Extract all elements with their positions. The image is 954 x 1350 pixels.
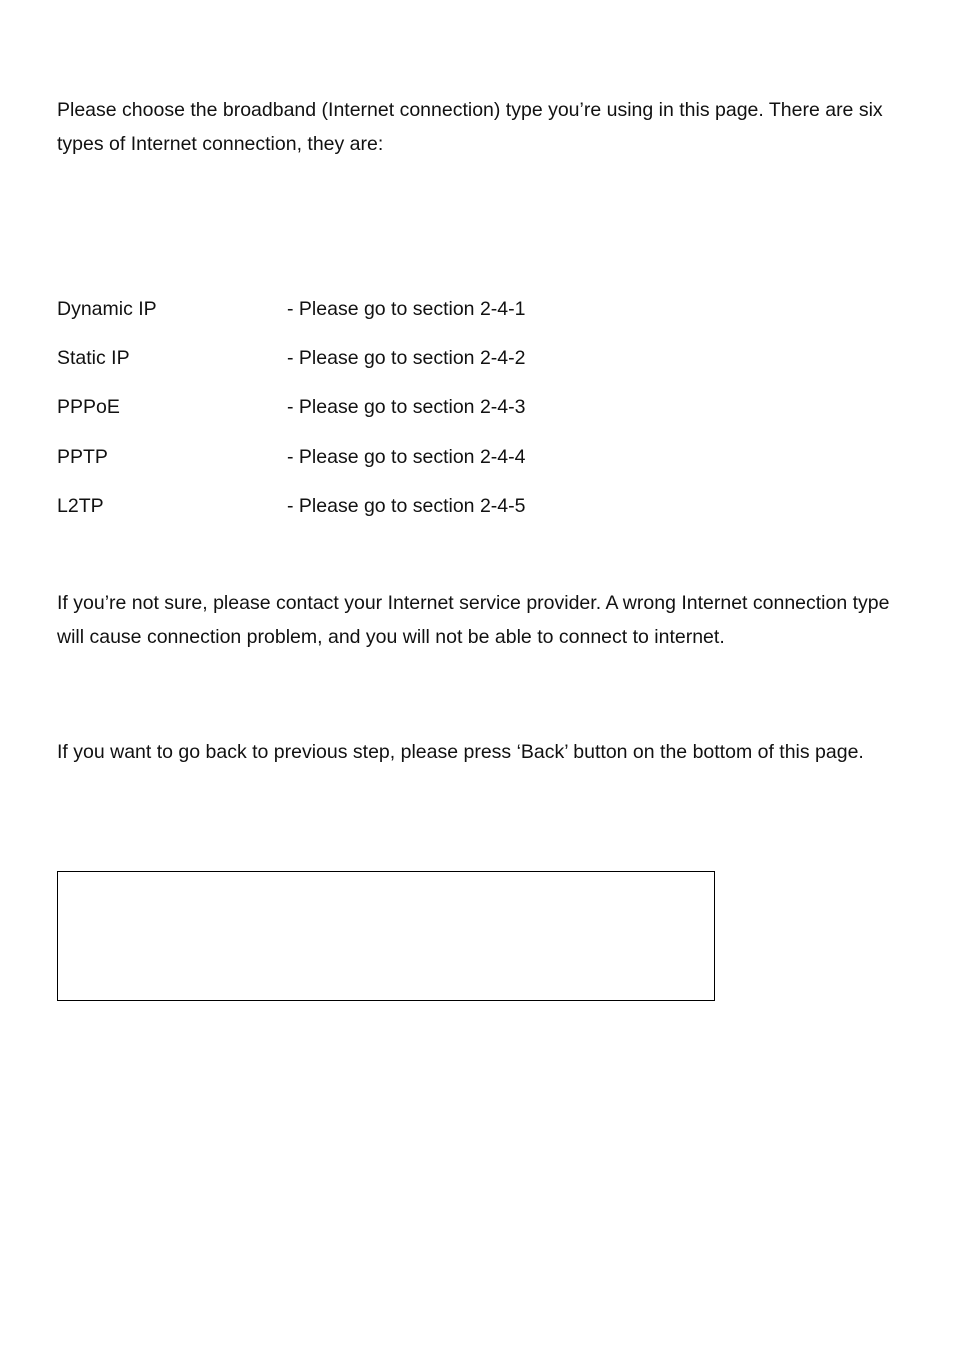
connection-type-row-static-ip — [57, 342, 657, 391]
intro-paragraph: Please choose the broadband (Internet connection) type you’re using in this page. There are six types of Internet connection, they are: — [57, 99, 883, 155]
connection-type-label: Static IP — [57, 347, 130, 370]
connection-type-label: L2TP — [57, 494, 104, 517]
connection-type-row-dynamic-ip — [57, 293, 657, 342]
connection-type-row-pptp — [57, 441, 657, 490]
connection-type-label: Dynamic IP — [57, 298, 157, 320]
section-reference: - Please go to section 2-4-1 — [287, 298, 526, 320]
connection-type-row-pppoe — [57, 391, 657, 440]
section-reference: - Please go to section 2-4-3 — [287, 396, 526, 419]
isp-note-paragraph: If you’re not sure, please contact your Internet service provider. A wrong Internet connection type will cause connection problem, and you will not be able to connect to internet. — [57, 592, 890, 648]
empty-bordered-box — [57, 871, 715, 1001]
connection-type-list — [57, 293, 657, 539]
back-button-note-paragraph: If you want to go back to previous step, please press ‘Back’ button on the bottom of this page. — [57, 741, 864, 763]
section-reference: - Please go to section 2-4-5 — [287, 494, 526, 517]
connection-type-label: PPTP — [57, 445, 108, 468]
connection-type-label: PPPoE — [57, 396, 120, 419]
connection-type-row-l2tp — [57, 490, 657, 539]
section-reference: - Please go to section 2-4-2 — [287, 347, 526, 370]
section-reference: - Please go to section 2-4-4 — [287, 445, 526, 468]
